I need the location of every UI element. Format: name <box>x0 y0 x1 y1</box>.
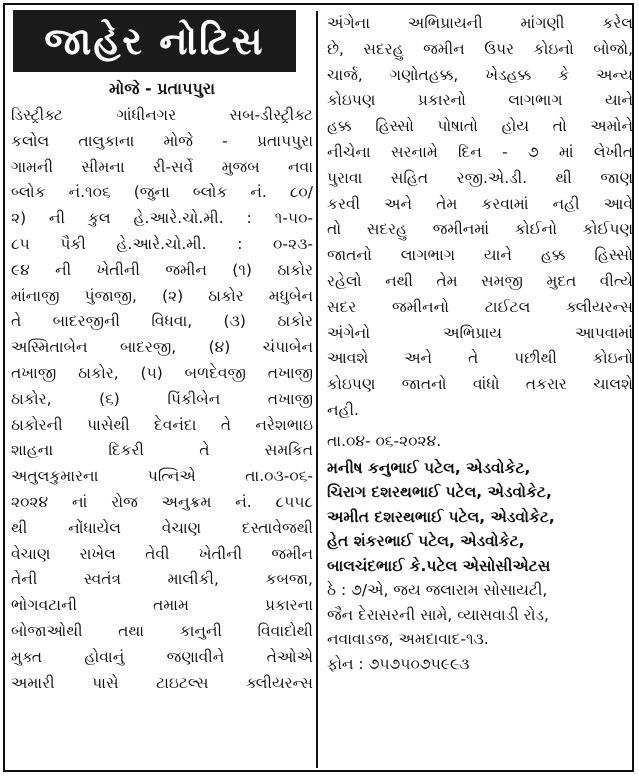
body-line: પુરાવા સહિત રજી.એ.ડી. થી જાણ <box>327 168 633 187</box>
body-line: ચાર્જ, ગણોતહક્ક, ખેડહક્ક કે અન્ય <box>327 65 633 84</box>
body-line: અમારી પાસે ટાઇટલ્સ ક્લીયરન્સ <box>11 673 313 692</box>
body-line: કરવી અને તેમ કરવામાં નહી આવે <box>327 194 633 213</box>
body-line: તે બાદરજીની વિધવા, (૩) ઠાકોર <box>11 312 313 331</box>
left-body-text <box>11 103 313 696</box>
body-line: કોઇપણ પ્રકારનો લાગભાગ યાને <box>327 91 633 110</box>
body-line: આવશે અને તે પછીથી કોઇનો <box>327 349 633 368</box>
address-block <box>327 578 633 652</box>
body-line: ડિસ્ટ્રીક્ટ ગાંધીનગર સબ-ડીસ્ટ્રીક્ટ <box>11 106 313 124</box>
body-line: થી નોંધાયેલ વેચાણ દસ્તાવેજથી <box>11 518 313 537</box>
right-column <box>327 11 633 676</box>
column-divider <box>316 11 318 768</box>
body-line: સદર જમીનનો ટાઈટલ ક્લીયરન્સ <box>327 297 633 316</box>
village-heading: મોજે - પ્રતાપપુરા <box>108 79 216 98</box>
body-line: છે, સદરહુ જમીન ઉપર કોઇનો બોજો, <box>327 39 633 58</box>
body-line: ઠાકોર, (૬) પિંકીબેન તખાજી <box>11 389 313 408</box>
signatory-line: મનીષ કનુભાઈ પટેલ, એડવોકેટ, <box>327 458 531 477</box>
body-line: ભોગવટાની તમામ પ્રકારના <box>11 596 313 615</box>
body-line: ૮૫ પૈકી હે.આરે.ચો.મી. : ૦-૨૩- <box>11 234 313 253</box>
body-line: રહેલો નથી તેમ સમજી મુદત વીત્યે <box>327 271 633 290</box>
public-notice <box>3 3 634 772</box>
body-line: જાતનો લાગભાગ યાને હક્ક હિસ્સો <box>327 246 633 265</box>
signatory-line: હેત શંકરભાઈ પટેલ, એડવોકેટ, <box>327 532 525 551</box>
signatory-line: અમીત દશરથભાઈ પટેલ, એડવોકેટ, <box>327 507 555 526</box>
address-line: નવાવાડજ, અમદાવાદ-૧૩. <box>327 630 489 649</box>
notice-date: તા.૦૪- ૦૬-૨૦૨૪. <box>327 431 442 450</box>
body-line: અંગેનો અભિપ્રાય આપવામાં <box>327 323 633 342</box>
body-line: ગામની સીમના રી-સર્વે મુજબ નવા <box>11 157 313 176</box>
body-line: વેચાણ રાખેલ તેવી ખેતીની જમીન <box>11 544 313 563</box>
body-line: કલોલ તાલુકાના મોજે - પ્રતાપપુરા <box>11 131 313 150</box>
signatories-block <box>327 456 633 579</box>
body-line: ઠાકોરની પાસેથી દેવનંદા તે નરેશભાઇ <box>11 415 313 434</box>
body-line: બ્લોક નં.૧૦૬ (જુના બ્લોક નં. ૮૦/ <box>11 183 313 202</box>
body-line: નીચેના સરનામે દિન - ૭ માં લેખીત <box>327 142 633 161</box>
phone-number: ફોન : ૭૫૭૫૦૭૫૯૯૩ <box>327 654 470 673</box>
body-line: કોઇપણ જાતનો વાંધો તકરાર ચાલશે <box>327 375 633 394</box>
body-line: હક્ક હિસ્સો પોષાતો હોય તો અમોને <box>327 117 633 136</box>
body-line: નહી. <box>327 400 359 419</box>
body-line: તેની સ્વતંત્ર માલીકી, કબજા, <box>11 570 313 589</box>
body-line: અંગેના અભિપ્રાયની માંગણી કરેલ <box>327 14 633 32</box>
body-line: શાહના દિકરી તે સમકિત <box>11 441 313 460</box>
body-line: બોજાઓથી તથા કાનુની વિવાદોથી <box>11 621 313 640</box>
body-line: ૨૦૨૪ નાં રોજ અનુક્રમ નં. ૮૫૫૮ <box>11 492 313 511</box>
right-body-text <box>327 11 633 424</box>
signatory-line: બાલચંદભાઈ કે.પટેલ એસોસીએટસ <box>327 556 551 575</box>
body-line: માંનાજી પુંજાજી, (૨) ઠાકોર મધુબેન <box>11 286 313 305</box>
body-line: તો સદરહુ જમીનમાં કોઈનો કોઈપણ <box>327 220 633 239</box>
body-line: ૨) ની કુલ હે.આરે.ચો.મી. : ૧-૫૦- <box>11 209 313 228</box>
address-line: ઠે : ૭/એ, જય જલારામ સોસાયટી, <box>327 581 548 600</box>
body-line: અસ્મિતાબેન બાદરજી, (૪) ચંપાબેન <box>11 338 313 357</box>
notice-title: જાહેર નોટિસ <box>13 10 296 72</box>
body-line: તખાજી ઠાકોર, (૫) બળદેવજી તખાજી <box>11 363 313 382</box>
signatory-line: ચિરાગ દશરથભાઈ પટેલ, એડવોકેટ, <box>327 483 552 502</box>
body-line: ૯૪ ની ખેતીની જમીન (૧) ઠાકોર <box>11 260 313 279</box>
left-column <box>11 10 313 696</box>
body-line: અતુલકુમારના પત્નિએ તા.૦૩-૦૬- <box>11 467 313 486</box>
address-line: જૈન દેરાસરની સામે, વ્યાસવાડી રોડ, <box>327 605 549 624</box>
body-line: મુક્ત હોવાનું જણાવીને તેઓએ <box>11 647 313 666</box>
